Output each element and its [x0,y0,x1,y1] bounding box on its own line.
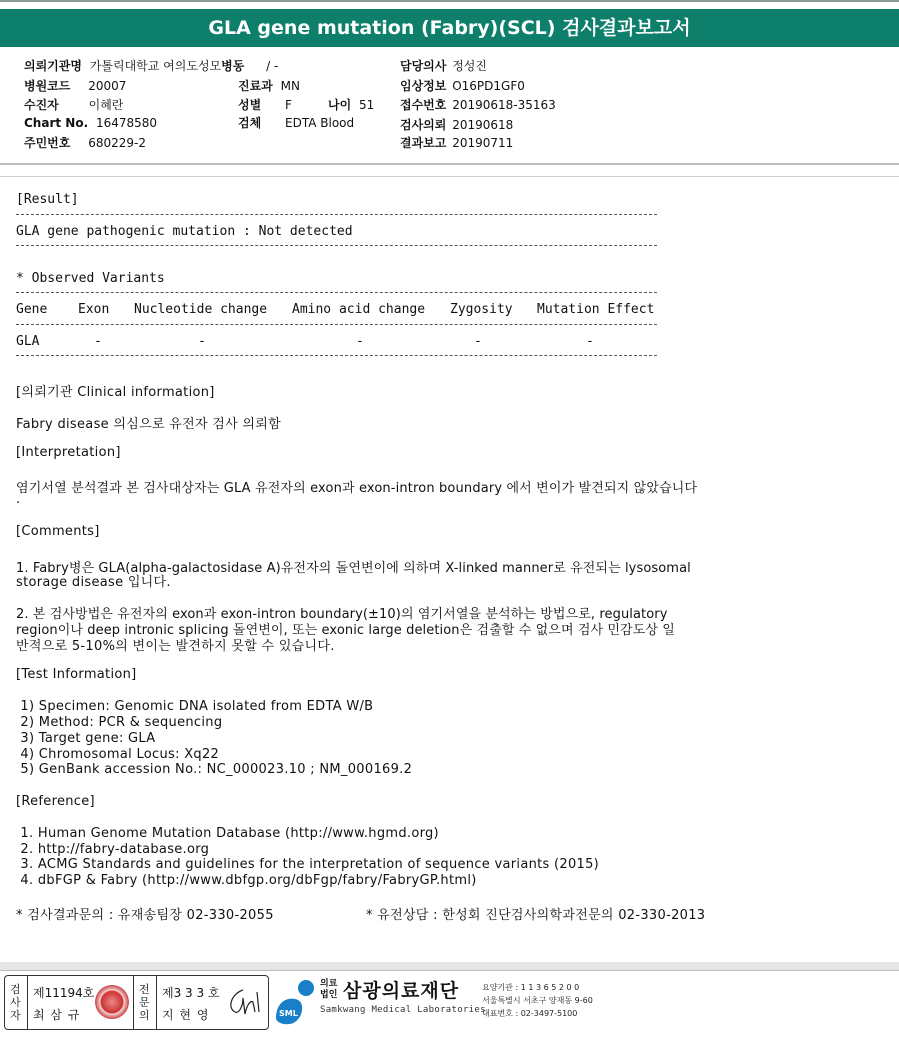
variants-table-header [16,302,676,322]
institution-code: 요양기관 : 1 1 3 6 5 2 0 0 [482,983,580,992]
list-item: 2. http://fabry-database.org [16,842,210,857]
receipt-label: 접수번호 [400,98,447,112]
footer-divider [0,962,899,970]
chart-row [24,116,157,130]
result-summary: GLA gene pathogenic mutation : Not detected [16,224,353,239]
receipt-row [400,96,556,113]
col-gene: Gene [16,302,48,317]
genetic-counsel-contact: * 유전상담 : 한성회 진단검사의학과전문의 02-330-2013 [366,908,706,923]
sex-row [238,96,292,113]
result-header: [Result] [16,192,79,207]
examiner-seal [95,985,129,1019]
name-value: 이혜란 [88,98,124,112]
specialist-char: 전 [139,983,150,996]
corp-prefix-1: 의료 [320,979,338,989]
sex-value: F [285,98,292,112]
specialist-char: 의 [139,1009,150,1022]
divider [16,292,657,293]
interpretation-line2: . [16,492,21,507]
company-contact [482,981,593,1020]
col-amino: Amino acid change [292,302,426,317]
report-date-row [400,134,513,151]
test-info-header: [Test Information] [16,667,137,682]
institution-label: 의뢰기관명 [24,59,82,73]
comment-1-line1: 1. Fabry병은 GLA(alpha-galactosidase A)유전자의 돌연변이에 의하며 X-linked manner로 유전되는 lysosomal [16,561,691,576]
col-effect: Mutation Effect [537,302,655,317]
name-row [24,96,123,113]
cell-zygosity: - [474,334,482,349]
age-label: 나이 [328,98,352,112]
examiner-char: 자 [10,1009,21,1022]
clinical-info-label: 임상정보 [400,79,447,93]
specialist-char: 문 [139,996,150,1009]
col-nucleotide: Nucleotide change [134,302,268,317]
signature-box [4,975,269,1030]
company-address: 서울특별시 서초구 양재동 9-60 [482,996,593,1005]
doctor-row [400,57,487,74]
comment-2-line2: region이나 deep intronic splicing 돌연변이, 또는 exonic large deletion은 검출할 수 없으며 검사 민감도상 일 [16,623,675,638]
receipt-value: 20190618-35163 [452,98,556,112]
doctor-label: 담당의사 [400,59,447,73]
hospital-code-row [24,77,126,94]
examiner-label [5,976,28,1029]
col-zygosity: Zygosity [450,302,513,317]
top-border [0,0,899,2]
id-label: 주민번호 [24,136,71,150]
cell-effect: - [586,334,594,349]
divider [16,214,657,215]
cell-nucleotide: - [198,334,206,349]
divider [16,324,657,325]
cell-amino: - [356,334,364,349]
header-divider [0,163,899,165]
ward-label: 병동 [221,59,245,73]
table-row [16,334,676,354]
name-label: 수진자 [24,98,59,112]
list-item: 4) Chromosomal Locus: Xq22 [16,747,220,762]
specimen-label: 검체 [238,116,262,130]
clinical-info-row [400,77,525,94]
divider [16,245,657,246]
ward-value: / - [266,59,279,73]
id-row [24,134,146,151]
signature-icon [223,984,263,1020]
hospital-code-label: 병원코드 [24,79,71,93]
clinical-header: [의뢰기관 Clinical information] [16,385,215,400]
specialist-license: 제3 3 3 호 [162,986,220,1000]
examiner-char: 사 [10,996,21,1009]
list-item: 3. ACMG Standards and guidelines for the interpretation of sequence variants (2015) [16,857,600,872]
comments-header: [Comments] [16,524,100,539]
report-date-label: 결과보고 [400,136,447,150]
report-title: GLA gene mutation (Fabry)(SCL) 검사결과보고서 [0,9,899,47]
hospital-code-value: 20007 [88,79,127,93]
clinical-info-value: O16PD1GF0 [452,79,525,93]
company-name-en: Samkwang Medical Laboratories [320,1005,486,1015]
specialist-name: 지 현 영 [162,1008,210,1022]
list-item: 1. Human Genome Mutation Database (http://www.hgmd.org) [16,826,439,841]
institution-value: 가톨릭대학교 여의도성모 [89,59,222,73]
list-item: 4. dbFGP & Fabry (http://www.dbfgp.org/dbFgp/fabry/FabryGP.html) [16,873,477,888]
doctor-value: 정성진 [452,59,487,73]
list-item: 1) Specimen: Genomic DNA isolated from EDTA W/B [16,699,374,714]
inquiry-contact: * 검사결과문의 : 유재송팀장 02-330-2055 [16,908,274,923]
corp-prefix [320,979,337,1001]
list-item: 3) Target gene: GLA [16,731,156,746]
cell-gene: GLA [16,334,40,349]
comment-2-line1: 2. 본 검사방법은 유전자의 exon과 exon-intron boundary(±10)의 염기서열을 분석하는 방법으로, regulatory [16,607,668,622]
examiner-char: 검 [10,983,21,996]
footer-line [0,970,899,971]
interpretation-header: [Interpretation] [16,445,121,460]
dept-label: 진료과 [238,79,273,93]
reference-header: [Reference] [16,794,95,809]
request-date-value: 20190618 [452,118,514,132]
examiner-name: 최 삼 규 [33,1008,81,1022]
interpretation-line1: 염기서열 분석결과 본 검사대상자는 GLA 유전자의 exon과 exon-intron boundary 에서 변이가 발견되지 않았습니다 [16,481,698,496]
list-item: 5) GenBank accession No.: NC_000023.10 ; NM_000169.2 [16,762,413,777]
company-name: 삼광의료재단 [343,980,460,1002]
company-phone: 대표번호 : 02-3497-5100 [482,1009,578,1018]
sex-label: 성별 [238,98,262,112]
logo-text: SML [279,1009,298,1018]
request-date-label: 검사의뢰 [400,118,447,132]
institution-row [24,57,278,74]
specimen-value: EDTA Blood [285,116,355,130]
dept-row [238,77,300,94]
divider [16,355,657,356]
header-divider-thin [0,176,899,177]
specialist-label [133,976,157,1029]
age-value: 51 [359,98,375,112]
chart-value: 16478580 [95,116,158,130]
comment-2-line3: 반적으로 5-10%의 변이는 발견하지 못할 수 있습니다. [16,639,335,654]
specimen-row [238,114,354,131]
chart-label: Chart No. [24,116,89,130]
id-value: 680229-2 [88,136,146,150]
examiner-license: 제11194호 [33,986,95,1000]
clinical-text: Fabry disease 의심으로 유전자 검사 의뢰함 [16,417,281,432]
list-item: 2) Method: PCR & sequencing [16,715,223,730]
sml-logo-icon [272,978,318,1026]
dept-value: MN [280,79,300,93]
report-date-value: 20190711 [452,136,514,150]
request-date-row [400,116,513,133]
age-row [328,96,374,113]
corp-prefix-2: 법인 [320,990,338,1000]
col-exon: Exon [78,302,110,317]
cell-exon: - [94,334,102,349]
comment-1-line2: storage disease 입니다. [16,575,171,590]
variants-header: * Observed Variants [16,271,165,286]
